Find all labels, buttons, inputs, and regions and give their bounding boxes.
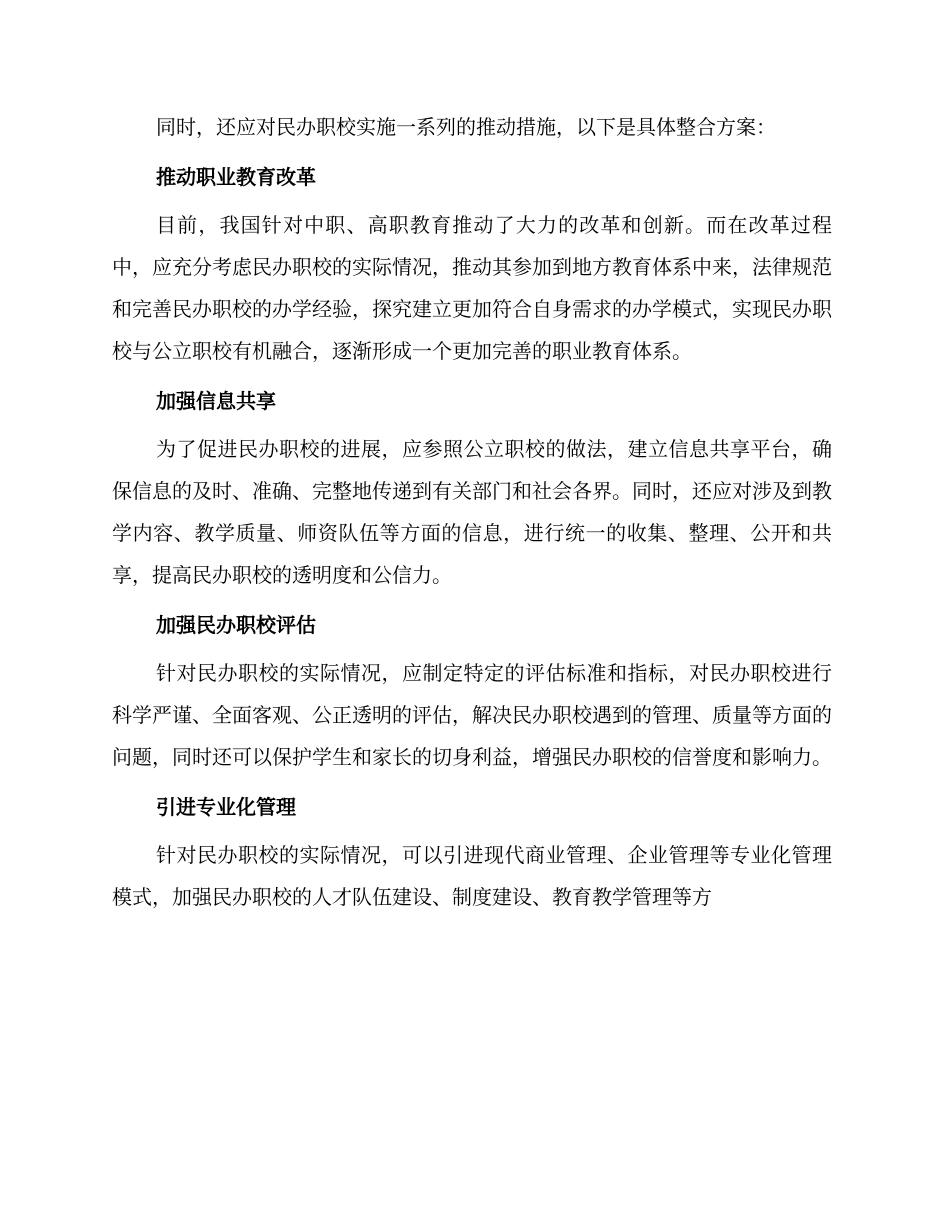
section-heading-evaluation: 加强民办职校评估 bbox=[156, 613, 316, 637]
section-heading-management: 引进专业化管理 bbox=[156, 795, 296, 819]
section-body-evaluation: 针对民办职校的实际情况，应制定特定的评估标准和指标，对民办职校进行科学严谨、全面客观、公正透明的评估，解决民办职校遇到的管理、质量等方面的问题，同时还可以保护学生和家长的切身利益，增强民办职校的信誉度和影响力。 bbox=[112, 661, 832, 769]
section-heading-info-sharing: 加强信息共享 bbox=[156, 389, 276, 413]
section-body-info-sharing: 为了促进民办职校的进展，应参照公立职校的做法，建立信息共享平台，确保信息的及时、准确、完整地传递到有关部门和社会各界。同时，还应对涉及到教学内容、教学质量、师资队伍等方面的信息，进行统一的收集、整理、公开和共享，提高民办职校的透明度和公信力。 bbox=[112, 437, 832, 587]
document-page bbox=[112, 106, 832, 918]
section-body-management: 针对民办职校的实际情况，可以引进现代商业管理、企业管理等专业化管理模式，加强民办职校的人才队伍建设、制度建设、教育教学管理等方 bbox=[112, 843, 832, 909]
section-heading-reform: 推动职业教育改革 bbox=[156, 165, 316, 189]
section-body-reform: 目前，我国针对中职、高职教育推动了大力的改革和创新。而在改革过程中，应充分考虑民办职校的实际情况，推动其参加到地方教育体系中来，法律规范和完善民办职校的办学经验，探究建立更加符合自身需求的办学模式，实现民办职校与公立职校有机融合，逐渐形成一个更加完善的职业教育体系。 bbox=[112, 213, 832, 363]
intro-paragraph: 同时，还应对民办职校实施一系列的推动措施，以下是具体整合方案： bbox=[156, 115, 776, 139]
